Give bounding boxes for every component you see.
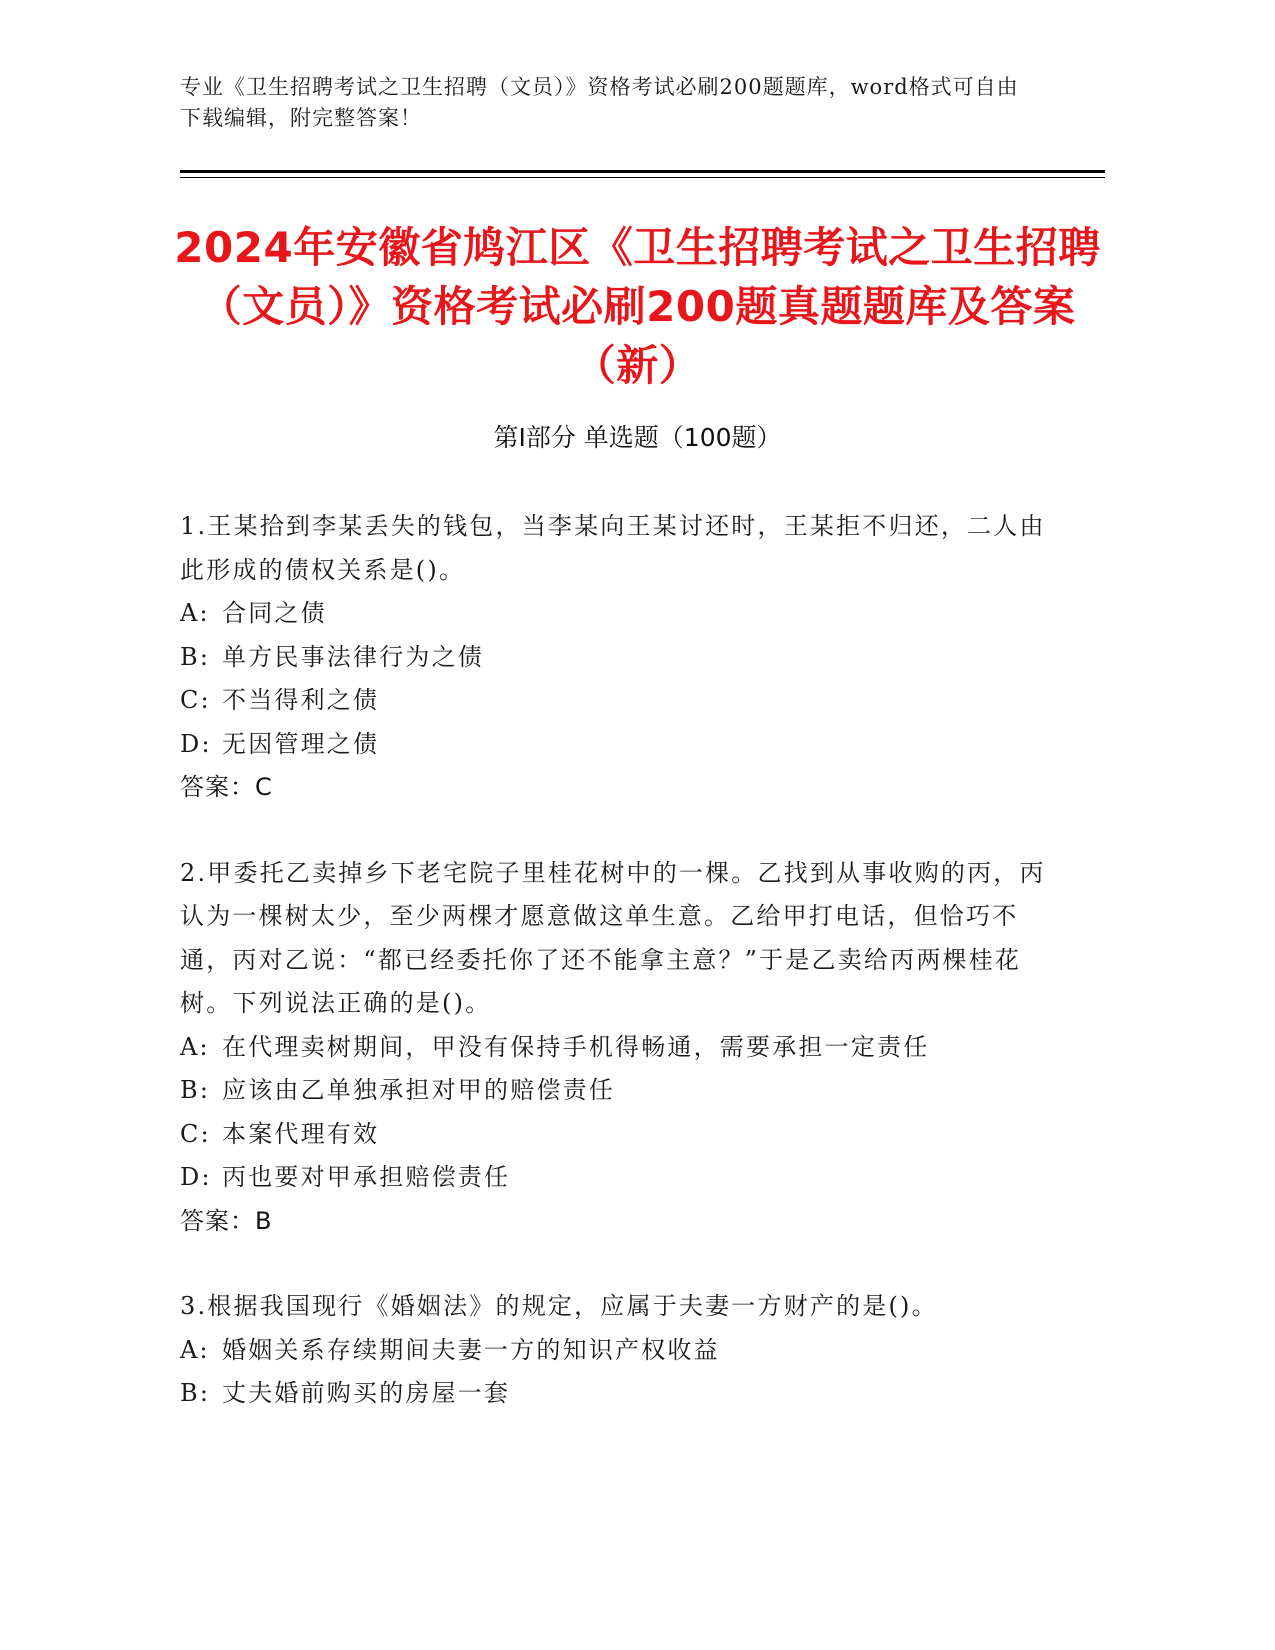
option-letter: B: (180, 1379, 211, 1407)
option-letter: C: (180, 686, 211, 714)
option-letter: A: (180, 1032, 210, 1061)
header-divider-thin (180, 177, 1105, 178)
option-b (180, 1372, 1060, 1416)
question-stem: 1.王某拾到李某丢失的钱包，当李某向王某讨还时，王某拒不归还，二人由此形成的债权关系是()。 (180, 512, 1046, 584)
header-note: 专业《卫生招聘考试之卫生招聘（文员）》资格考试必刷200题题库，word格式可自由下载编辑，附完整答案！ (180, 75, 1019, 130)
option-text: 无因管理之债 (222, 729, 380, 758)
option-b (180, 1069, 1060, 1113)
question-stem: 3.根据我国现行《婚姻法》的规定，应属于夫妻一方财产的是()。 (180, 1292, 938, 1320)
option-letter: A: (180, 599, 210, 627)
option-c (180, 679, 1060, 723)
option-c (180, 1113, 1060, 1157)
option-d (180, 1156, 1060, 1200)
option-letter: C: (180, 1119, 211, 1148)
option-letter: D: (180, 1163, 212, 1191)
option-text: 不当得利之债 (222, 686, 380, 714)
question-stem: 2.甲委托乙卖掉乡下老宅院子里桂花树中的一棵。乙找到从事收购的丙，丙认为一棵树太少，至少两棵才愿意做这单生意。乙给甲打电话，但恰巧不通，丙对乙说：“都已经委托你了还不能拿主意？”于是乙卖给丙两棵桂花树。下列说法正确的是()。 (180, 858, 1046, 1017)
answer-line: 答案：C (180, 773, 273, 801)
option-text: 本案代理有效 (222, 1119, 380, 1148)
question-2 (180, 852, 1060, 1244)
option-text: 合同之债 (222, 599, 327, 627)
option-letter: A: (180, 1335, 210, 1364)
header-divider-thick (180, 170, 1105, 173)
option-b (180, 636, 1060, 680)
option-letter: B: (180, 1076, 211, 1104)
option-a (180, 592, 1060, 636)
option-letter: B: (180, 642, 211, 671)
question-list (180, 505, 1060, 1458)
option-text: 丈夫婚前购买的房屋一套 (222, 1379, 511, 1407)
option-text: 单方民事法律行为之债 (222, 642, 484, 671)
answer-line: 答案：B (180, 1206, 273, 1235)
option-a (180, 1026, 1060, 1070)
option-text: 在代理卖树期间，甲没有保持手机得畅通，需要承担一定责任 (222, 1032, 930, 1061)
option-text: 婚姻关系存续期间夫妻一方的知识产权收益 (222, 1335, 720, 1364)
option-text: 丙也要对甲承担赔偿责任 (222, 1163, 511, 1191)
section-title: 第Ⅰ部分 单选题（100题） (493, 423, 782, 452)
option-d (180, 723, 1060, 767)
document-title: 2024年安徽省鸠江区《卫生招聘考试之卫生招聘（文员）》资格考试必刷200题真题题库及答案（新） (174, 223, 1101, 390)
option-letter: D: (180, 729, 212, 758)
question-1 (180, 505, 1060, 810)
question-3 (180, 1285, 1060, 1416)
option-text: 应该由乙单独承担对甲的赔偿责任 (222, 1076, 615, 1104)
option-a (180, 1329, 1060, 1373)
